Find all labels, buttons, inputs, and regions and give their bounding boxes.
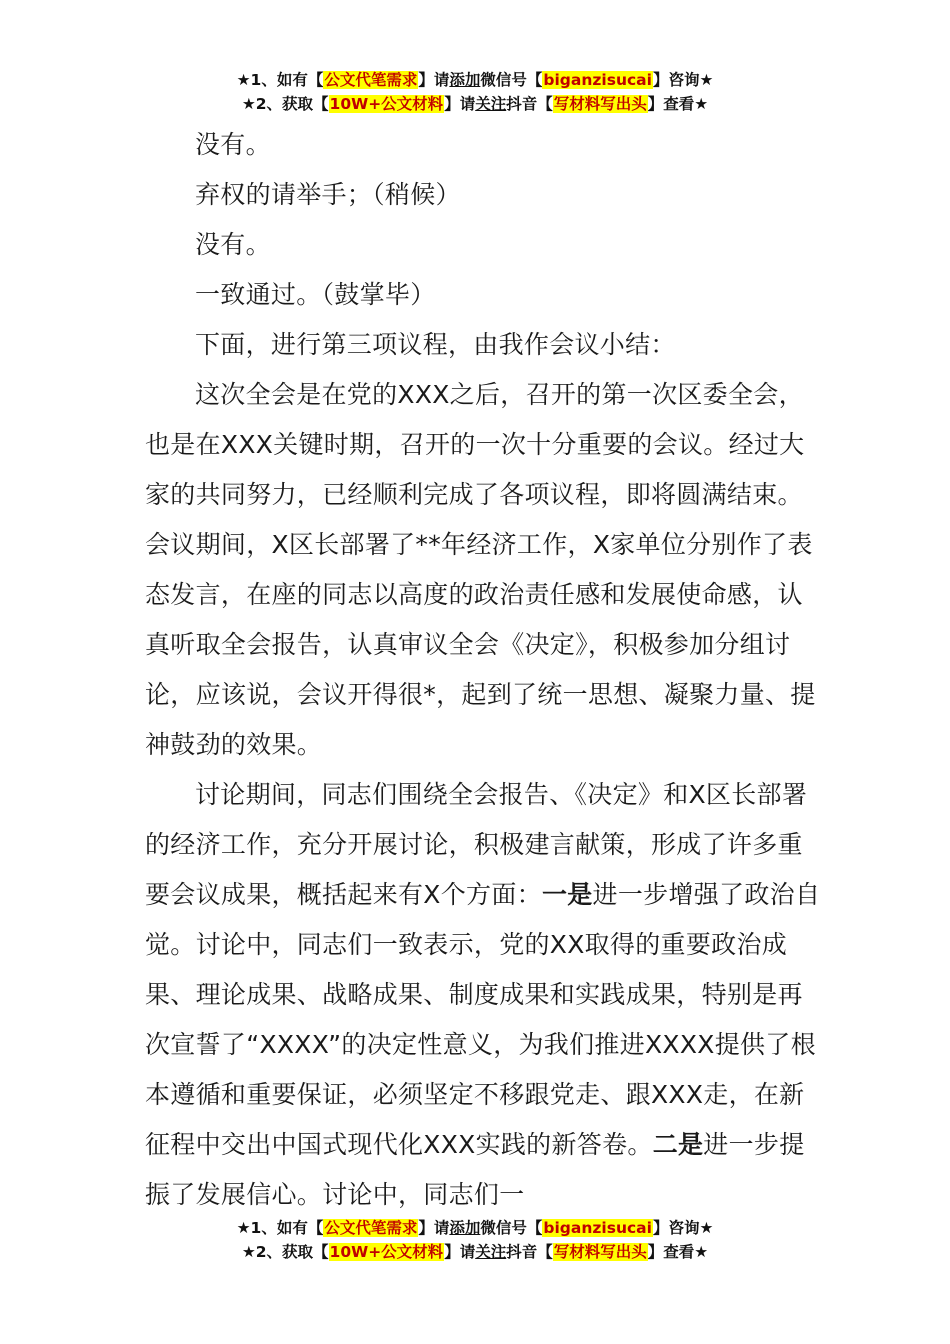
banner-text: 】咨询 xyxy=(652,71,700,89)
banner-text: 1、如有【 xyxy=(250,71,324,89)
underlined-text: 关注 xyxy=(475,95,507,113)
footer-banner xyxy=(0,1216,950,1264)
banner-text: 2、获取【 xyxy=(255,1243,329,1261)
banner-text: 】咨询 xyxy=(652,1219,700,1237)
banner-text: 微信号【 xyxy=(480,71,543,89)
bold-run: 一是 xyxy=(541,880,593,909)
banner-line-1 xyxy=(0,68,950,92)
highlight-materials: 10W+公文材料 xyxy=(329,1243,444,1261)
banner-text: 】请 xyxy=(444,1243,476,1261)
underlined-text: 关注 xyxy=(475,1243,507,1261)
banner-text: 】请 xyxy=(444,95,476,113)
banner-text: 2、获取【 xyxy=(255,95,329,113)
paragraph: 下面，进行第三项议程，由我作会议小结： xyxy=(195,330,676,359)
banner-line-2 xyxy=(0,92,950,116)
highlight-service: 公文代笔需求 xyxy=(324,1219,418,1237)
highlight-douyin: 写材料写出头 xyxy=(553,1243,647,1261)
star-icon: ★ xyxy=(699,71,714,89)
bold-run: 二是 xyxy=(652,1130,704,1159)
paragraph: 没有。 xyxy=(195,230,271,259)
highlight-wechat-id: biganzisucai xyxy=(543,71,652,89)
paragraph: 一致通过。（鼓掌毕） xyxy=(195,280,436,309)
star-icon: ★ xyxy=(241,1243,256,1261)
underlined-text: 添加 xyxy=(449,1219,481,1237)
banner-text: 】请 xyxy=(418,1219,450,1237)
banner-text: 抖音【 xyxy=(506,95,553,113)
banner-text: 1、如有【 xyxy=(250,1219,324,1237)
highlight-douyin: 写材料写出头 xyxy=(553,95,647,113)
star-icon: ★ xyxy=(694,1243,709,1261)
highlight-service: 公文代笔需求 xyxy=(324,71,418,89)
banner-text: 抖音【 xyxy=(506,1243,553,1261)
text-run: 讨论期间，同志们围绕全会报告、《决定》和X区长部署的经济工作，充分开展讨论，积极建言献策，形成了许多重要会议成果，概括起来有X个方面： xyxy=(145,780,808,909)
star-icon: ★ xyxy=(699,1219,714,1237)
paragraph: 没有。 xyxy=(195,130,271,159)
banner-text: 】查看 xyxy=(647,95,695,113)
star-icon: ★ xyxy=(236,1219,251,1237)
underlined-text: 添加 xyxy=(449,71,481,89)
banner-line-2 xyxy=(0,1240,950,1264)
banner-text: 微信号【 xyxy=(480,1219,543,1237)
banner-line-1 xyxy=(0,1216,950,1240)
text-run: 进一步增强了政治自觉。讨论中，同志们一致表示，党的XX取得的重要政治成果、理论成果、战略成果、制度成果和实践成果，特别是再次宣誓了“XXXX”的决定性意义，为我们推进XXXX提供了根本遵循和重要保证，必须坚定不移跟党走、跟XXX走，在新征程中交出中国式现代化XXX实践的新答卷。 xyxy=(145,880,821,1159)
highlight-wechat-id: biganzisucai xyxy=(543,1219,652,1237)
star-icon: ★ xyxy=(241,95,256,113)
banner-text: 】查看 xyxy=(647,1243,695,1261)
text-run: 进一步提振了发展信心。讨论中，同志们一 xyxy=(145,1130,805,1209)
star-icon: ★ xyxy=(694,95,709,113)
paragraph xyxy=(145,770,825,1220)
header-banner xyxy=(0,68,950,116)
paragraph: 这次全会是在党的XXX之后，召开的第一次区委全会，也是在XXX关键时期，召开的一次十分重要的会议。经过大家的共同努力，已经顺利完成了各项议程，即将圆满结束。会议期间，X区长部署了**年经济工作，X家单位分别作了表态发言，在座的同志以高度的政治责任感和发展使命感，认真听取全会报告，认真审议全会《决定》，积极参加分组讨论，应该说，会议开得很*，起到了统一思想、凝聚力量、提神鼓劲的效果。 xyxy=(145,380,816,759)
document-body xyxy=(145,120,825,1220)
star-icon: ★ xyxy=(236,71,251,89)
paragraph: 弃权的请举手；（稍候） xyxy=(195,180,461,209)
highlight-materials: 10W+公文材料 xyxy=(329,95,444,113)
banner-text: 】请 xyxy=(418,71,450,89)
